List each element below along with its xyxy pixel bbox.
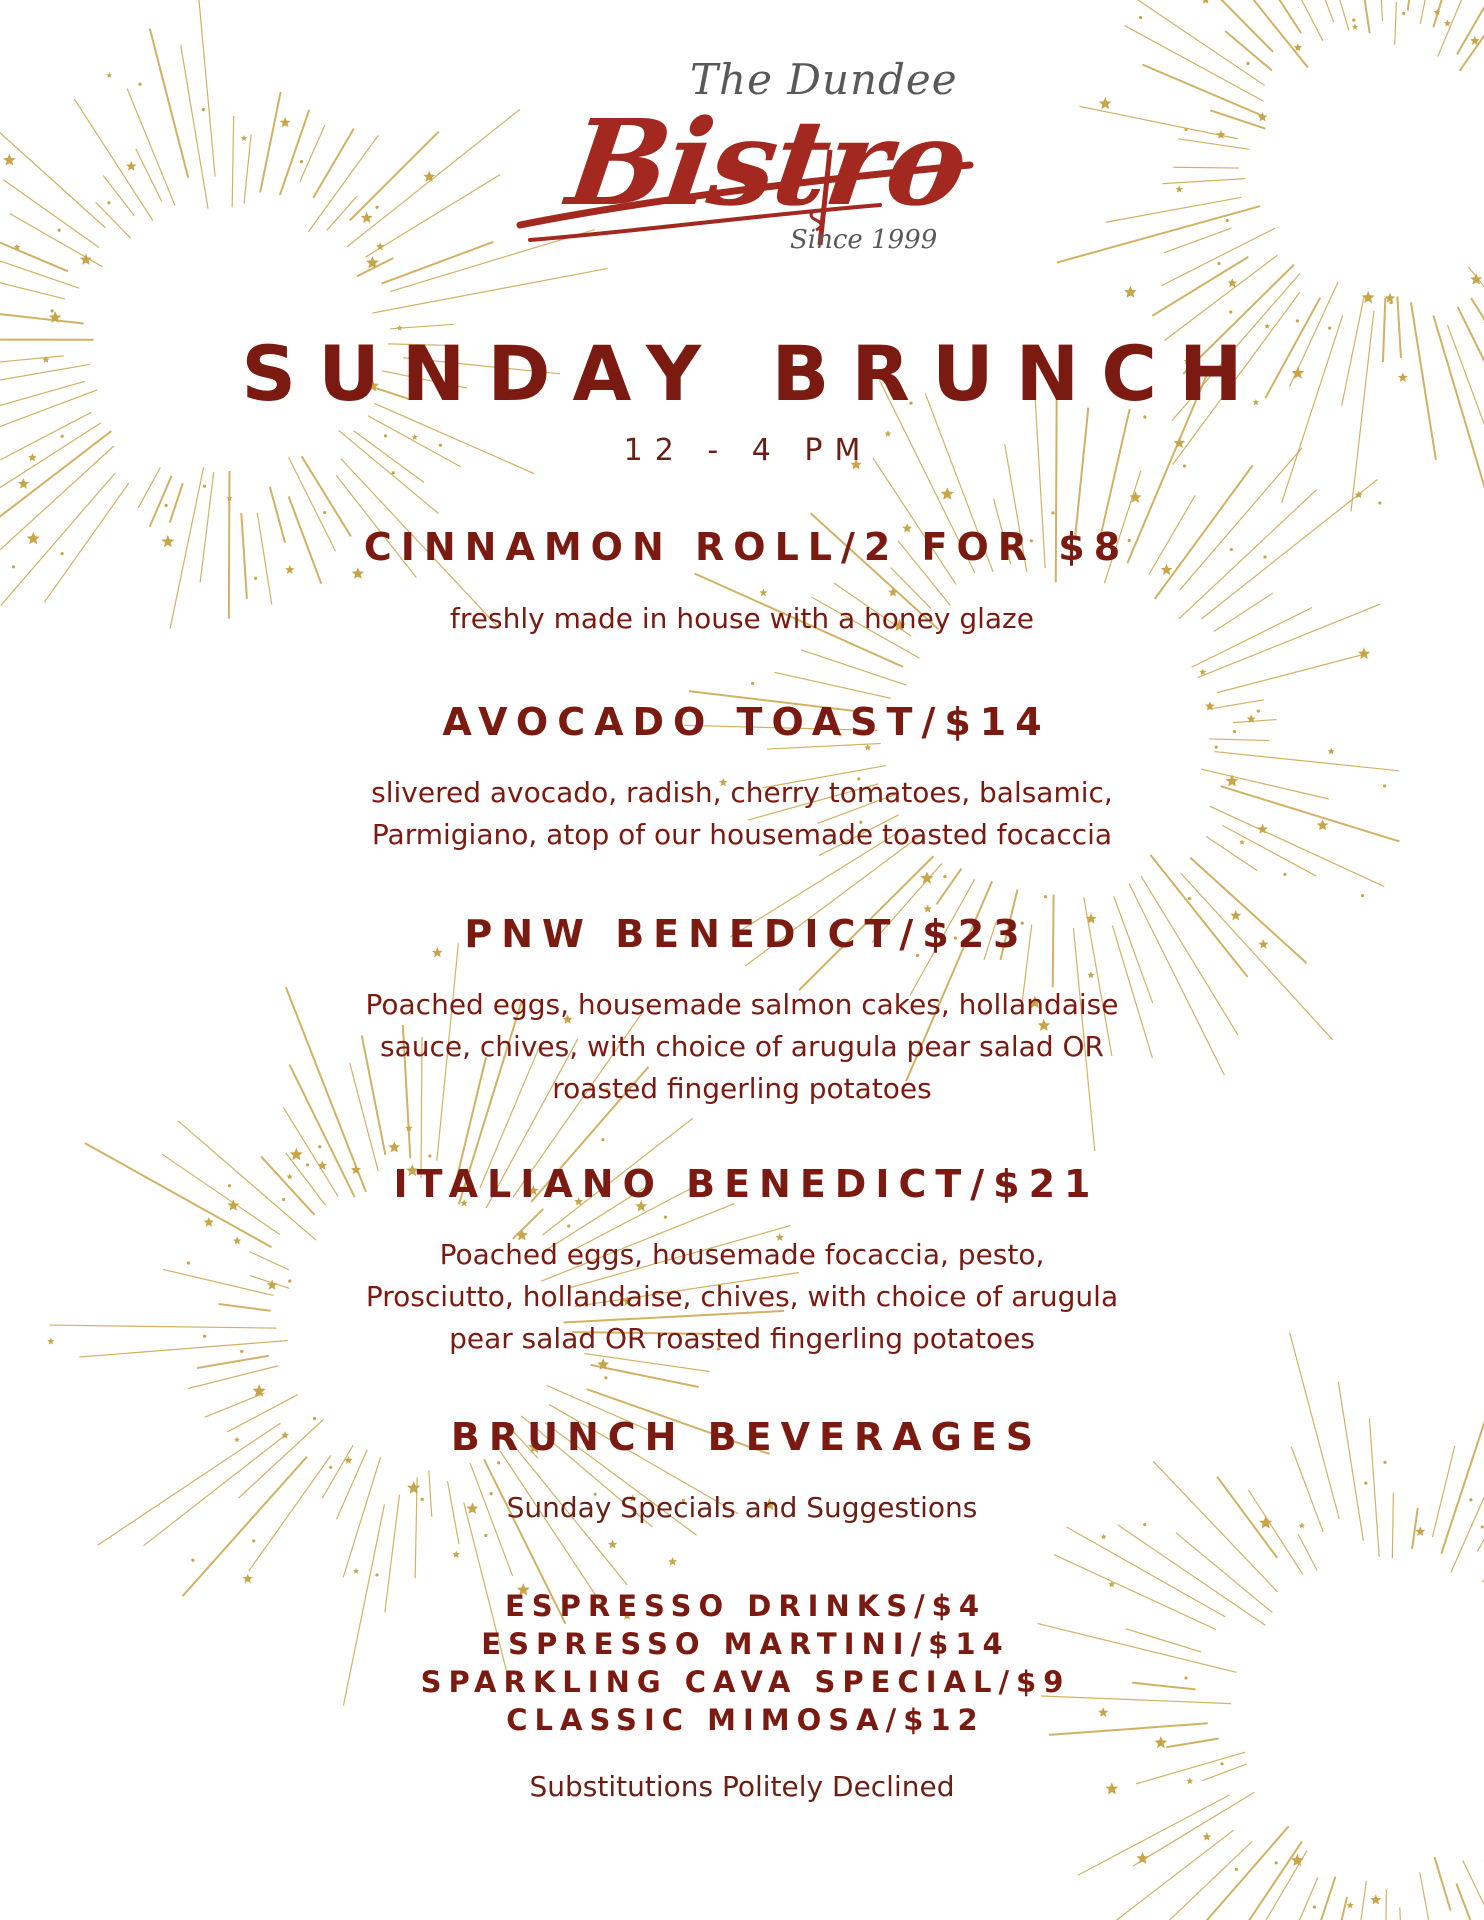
- description-line: slivered avocado, radish, cherry tomatoes, balsamic,: [371, 776, 1113, 809]
- drink-item: SPARKLING CAVA SPECIAL/$9: [420, 1665, 1071, 1699]
- hours-text: 12 - 4 PM: [623, 433, 873, 468]
- menu-item-name: AVOCADO TOAST/$14: [442, 700, 1051, 744]
- description-line: Poached eggs, housemade salmon cakes, hollandaise: [365, 988, 1119, 1021]
- drink-item: ESPRESSO DRINKS/$4: [504, 1589, 987, 1623]
- menu-item-name: PNW BENEDICT/$23: [464, 912, 1029, 956]
- bistro-logo: [500, 55, 1000, 265]
- menu-item-description: [292, 1234, 1192, 1360]
- logo-wordmark: Bistro: [560, 93, 975, 232]
- logo-since: Since 1999: [790, 225, 938, 255]
- description-line: roasted fingerling potatoes: [552, 1072, 932, 1105]
- menu-item-description: [292, 984, 1192, 1110]
- menu-item-name: CINNAMON ROLL/2 FOR $8: [363, 525, 1130, 569]
- drink-item: ESPRESSO MARTINI/$14: [481, 1627, 1010, 1661]
- menu-item-name: ITALIANO BENEDICT/$21: [393, 1162, 1100, 1206]
- description-line: pear salad OR roasted fingerling potatoes: [449, 1322, 1035, 1355]
- logo-tagline: The Dundee: [690, 55, 958, 104]
- footer-note: Substitutions Politely Declined: [529, 1770, 955, 1803]
- menu-item-description: [292, 598, 1192, 640]
- description-line: Poached eggs, housemade focaccia, pesto,: [439, 1238, 1045, 1271]
- beverages-subheading: Sunday Specials and Suggestions: [506, 1491, 978, 1524]
- description-line: freshly made in house with a honey glaze: [450, 602, 1034, 635]
- description-line: Parmigiano, atop of our housemade toasted focaccia: [371, 818, 1113, 851]
- description-line: Prosciutto, hollandaise, chives, with choice of arugula: [365, 1280, 1119, 1313]
- page-title: SUNDAY BRUNCH: [241, 329, 1265, 418]
- beverages-heading: BRUNCH BEVERAGES: [450, 1415, 1043, 1459]
- drink-item: CLASSIC MIMOSA/$12: [506, 1703, 985, 1737]
- description-line: sauce, chives, with choice of arugula pear salad OR: [380, 1030, 1104, 1063]
- menu-item-description: [292, 772, 1192, 856]
